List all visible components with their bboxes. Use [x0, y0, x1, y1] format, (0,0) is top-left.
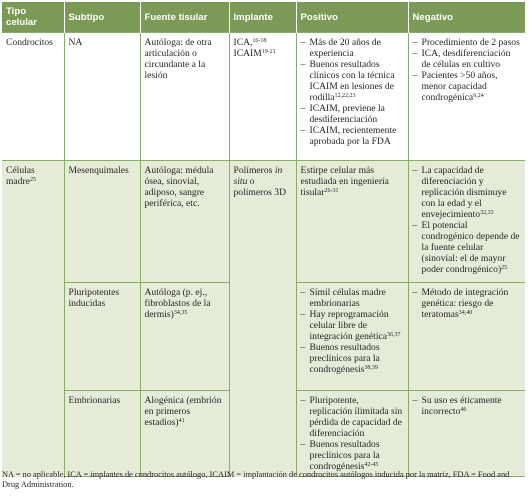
header-tipo-celular: Tipo celular	[2, 2, 64, 33]
implante-icaim: ICAIM	[233, 48, 262, 59]
list-item: – Más de 20 años de experiencia	[301, 37, 404, 59]
list-item: – Buenos resultados clínicos con la técnica ICAIM en lesiones de rodilla$^{12,22,23}$	[301, 59, 404, 103]
cell-negativo	[408, 33, 525, 161]
cell-subtipo: NA	[64, 33, 140, 161]
list-item: – Buenos resultados preclínicos para la condrogénesis$^{38,39}$	[301, 342, 404, 375]
list-item: – Su uso es éticamente incorrecto$^{46}$	[413, 395, 522, 417]
cell-positivo: Estirpe celular más estudiada en ingeniería tisular$^{26-31}$	[296, 161, 408, 283]
list-item: – El potencial condrogénico depende de la fuente celular (sinovial: el de mayor poder condrogénico)$^{25}$	[413, 220, 522, 275]
implante-ica: ICA,	[233, 37, 253, 48]
list-item: – Pluripotente, replicación ilimitada sin pérdida de capacidad de diferenciación	[301, 395, 404, 439]
header-negativo: Negativo	[408, 2, 525, 33]
cell-fuente: Autóloga: de otra articulación o circundante a la lesión	[140, 33, 229, 161]
cell-subtipo: Embrionarias	[64, 391, 140, 477]
list-item: – ICAIM, previene la desdiferenciación	[301, 103, 404, 125]
list-item: – Método de integración genética: riesgo de teratomas$^{34,40}$	[413, 287, 522, 320]
cell-implante: Polímeros in situ o polímeros 3D	[229, 161, 296, 477]
cell-negativo	[408, 391, 525, 477]
cell-fuente: Alogénica (embrión en primeros estadios)$^{41}$	[140, 391, 229, 477]
header-fuente-tisular: Fuente tisular	[140, 2, 229, 33]
header-subtipo: Subtipo	[64, 2, 140, 33]
list-item: – Símil células madre embrionarias	[301, 287, 404, 309]
cell-subtipo: Mesenquimales	[64, 161, 140, 283]
cell-tipo: Células madre$^{25}$	[2, 161, 64, 477]
header-implante: Implante	[229, 2, 296, 33]
cell-positivo	[296, 391, 408, 477]
ref-sup: 19-21	[261, 49, 276, 55]
cell-fuente: Autóloga (p. ej., fibroblastos de la dermis)$^{34,35}$	[140, 283, 229, 391]
list-item: – Buenos resultados preclínicos para la condrogénesis$^{42-45}$	[301, 439, 404, 472]
cell-positivo	[296, 33, 408, 161]
table-header-row	[2, 2, 525, 33]
cell-positivo	[296, 283, 408, 391]
cell-fuente: Autóloga: médula ósea, sinovial, adiposo, sangre periférica, etc.	[140, 161, 229, 283]
list-item: – Procedimiento de 2 pasos	[413, 37, 522, 48]
table-row	[2, 161, 525, 283]
list-item: – Hay reprogramación celular libre de integración genética$^{36,37}$	[301, 309, 404, 342]
list-item: – ICAIM, recientemente aprobada por la FDA	[301, 125, 404, 147]
table-row	[2, 33, 525, 161]
header-positivo: Positivo	[296, 2, 408, 33]
cell-negativo	[408, 283, 525, 391]
cell-types-table	[2, 2, 525, 477]
table-footnote: NA = no aplicable, ICA = implantes de condrocitos autólogo, ICAIM = implantación de condrocitos autólogos inducida por la matriz, FDA = Food and Drug Administration.	[2, 470, 510, 489]
ref-sup: 16-18	[252, 38, 267, 44]
cell-implante	[229, 33, 296, 161]
list-item: – La capacidad de diferenciación y replicación disminuye con la edad y el envejecimiento$^{32,33}$	[413, 165, 522, 220]
list-item: – Pacientes >50 años, menor capacidad condrogénica$^{6,24}$	[413, 70, 522, 103]
list-item: – ICA, desdiferenciación de células en cultivo	[413, 48, 522, 70]
cell-subtipo: Pluripotentes inducidas	[64, 283, 140, 391]
cell-negativo	[408, 161, 525, 283]
cell-tipo: Condrocitos	[2, 33, 64, 161]
